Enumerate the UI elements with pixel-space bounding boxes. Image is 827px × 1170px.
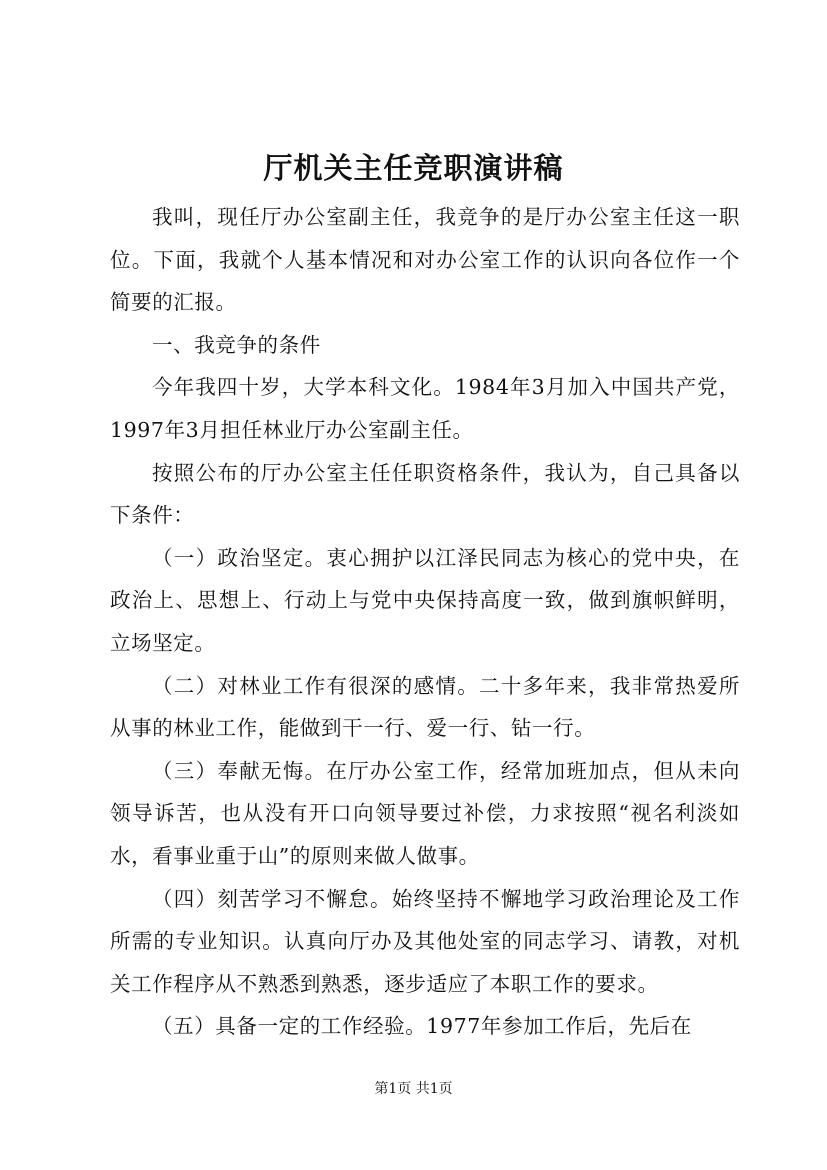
section-heading-conditions: 一、我竞争的条件 — [152, 332, 321, 357]
paragraph-item-3: （三）奉献无悔。在厅办公室工作，经常加班加点，但从未向领导诉苦，也从没有开口向领导要过补偿，力求按照“视名利淡如水，看事业重于山”的原则来做人做事。 — [110, 758, 740, 868]
paragraph-item-2: （二）对林业工作有很深的感情。二十多年来，我非常热爱所从事的林业工作，能做到干一行、爱一行、钻一行。 — [110, 673, 740, 741]
paragraph-background: 今年我四十岁，大学本科文化。1984年3月加入中国共产党，1997年3月担任林业厅办公室副主任。 — [110, 375, 740, 442]
paragraph-qualifications: 按照公布的厅办公室主任任职资格条件，我认为，自己具备以下条件： — [110, 460, 740, 528]
paragraph-intro: 我叫，现任厅办公室副主任，我竞争的是厅办公室主任这一职位。下面，我就个人基本情况和对办公室工作的认识向各位作一个简要的汇报。 — [110, 205, 740, 315]
paragraph-item-5: （五）具备一定的工作经验。1977年参加工作后，先后在 — [152, 1014, 692, 1039]
document-title: 厅机关主任竞职演讲稿 — [263, 151, 564, 185]
paragraph-item-4: （四）刻苦学习不懈怠。始终坚持不懈地学习政治理论及工作所需的专业知识。认真向厅办及其他处室的同志学习、请教，对机关工作程序从不熟悉到熟悉，逐步适应了本职工作的要求。 — [110, 886, 740, 996]
paragraph-item-1: （一）政治坚定。衷心拥护以江泽民同志为核心的党中央，在政治上、思想上、行动上与党中央保持高度一致，做到旗帜鲜明，立场坚定。 — [110, 545, 740, 655]
document-body — [110, 196, 740, 1048]
page-footer: 第1页 共1页 — [374, 1081, 453, 1097]
